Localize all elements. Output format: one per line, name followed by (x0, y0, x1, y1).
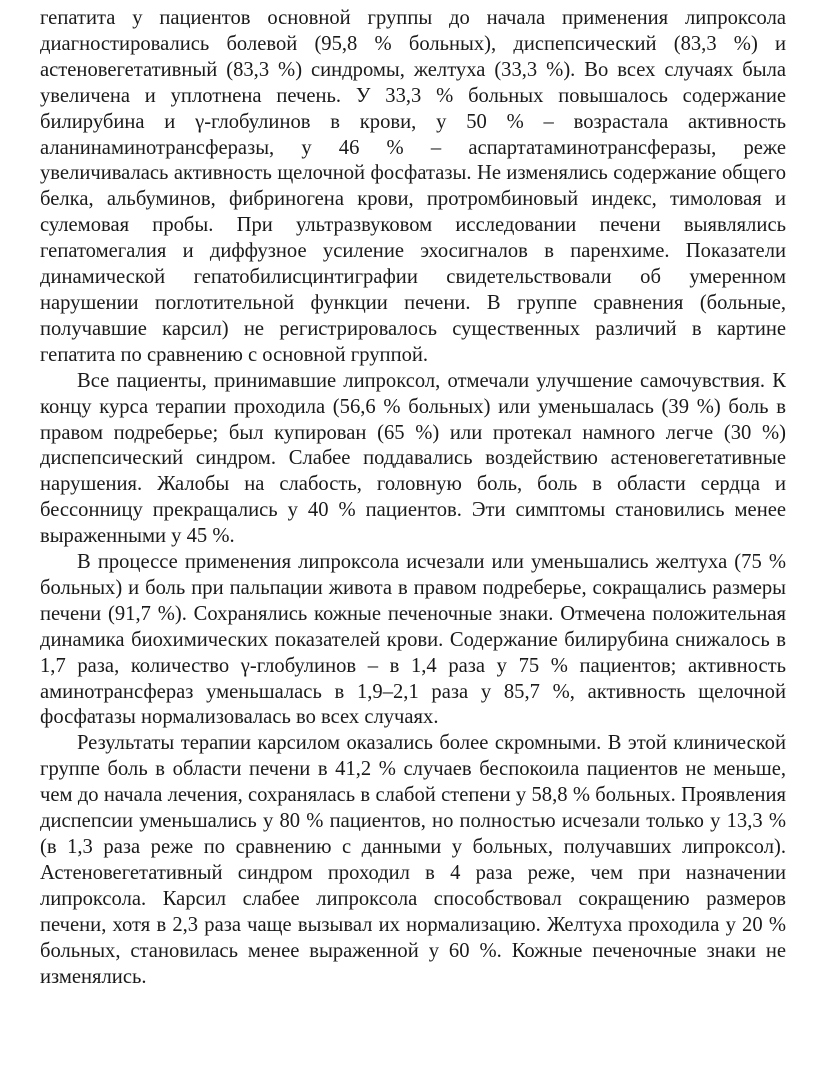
paragraph-liproxol-wellbeing: Все пациенты, принимавшие липроксол, отмечали улучшение самочувствия. К концу курса терапии проходила (56,6 % больных) или уменьшалась (39 %) боль в правом подреберье; был купирован (65 %) или протекал намного легче (30 %) диспепсический синдром. Слабее поддавались воздействию астеновегетативные нарушения. Жалобы на слабость, головную боль, боль в области сердца и бессонницу прекращались у 40 % пациентов. Эти симптомы становились менее выраженными у 45 %. (40, 369, 786, 548)
paragraph-karsil-results: Результаты терапии карсилом оказались более скромными. В этой клинической группе боль в области печени в 41,2 % случаев беспокоила пациентов не меньше, чем до начала лечения, сохранялась в слабой степени у 58,8 % больных. Проявления диспепсии уменьшались у 80 % пациентов, но полностью исчезали только у 13,3 % (в 1,3 раза реже по сравнению с данными у больных, получавших липроксол). Астеновегетативный синдром проходил в 4 раза реже, чем при назначении липроксола. Карсил слабее липроксола способствовал сокращению размеров печени, хотя в 2,3 раза чаще вызывал их нормализацию. Желтуха проходила у 20 % больных, становилась менее выраженной у 60 %. Кожные печеночные знаки не изменялись. (40, 732, 786, 988)
paragraph-liproxol-dynamics: В процессе применения липроксола исчезали или уменьшались желтуха (75 % больных) и боль при пальпации живота в правом подреберье, сокращались размеры печени (91,7 %). Сохранялись кожные печеночные знаки. Отмечена положительная динамика биохимических показателей крови. Содержание билирубина снижалось в 1,7 раза, количество γ-глобулинов – в 1,4 раза у 75 % пациентов; активность аминотрансфераз уменьшалась в 1,9–2,1 раза у 85,7 %, активность щелочной фосфатазы нормализовалась во всех случаях. (40, 551, 786, 729)
document-page (40, 6, 786, 990)
paragraph-hepatitis-baseline: гепатита у пациентов основной группы до начала применения липроксола диагностировались болевой (95,8 % больных), диспепсический (83,3 %) и астеновегетативный (83,3 %) синдромы, желтуха (33,3 %). Во всех случаях была увеличена и уплотнена печень. У 33,3 % больных повышалось содержание билирубина и γ-глобулинов в крови, у 50 % – возрастала активность аланинаминотрансферазы, у 46 % – аспартатаминотрансферазы, реже увеличивалась активность щелочной фосфатазы. Не изменялись содержание общего белка, альбуминов, фибриногена крови, протромбиновый индекс, тимоловая и сулемовая пробы. При ультразвуковом исследовании печени выявлялись гепатомегалия и диффузное усиление эхосигналов в паренхиме. Показатели динамической гепатобилисцинтиграфии свидетельствовали об умеренном нарушении поглотительной функции печени. В группе сравнения (больные, получавшие карсил) не регистрировалось существенных различий в картине гепатита по сравнению с основной группой. (40, 7, 786, 366)
